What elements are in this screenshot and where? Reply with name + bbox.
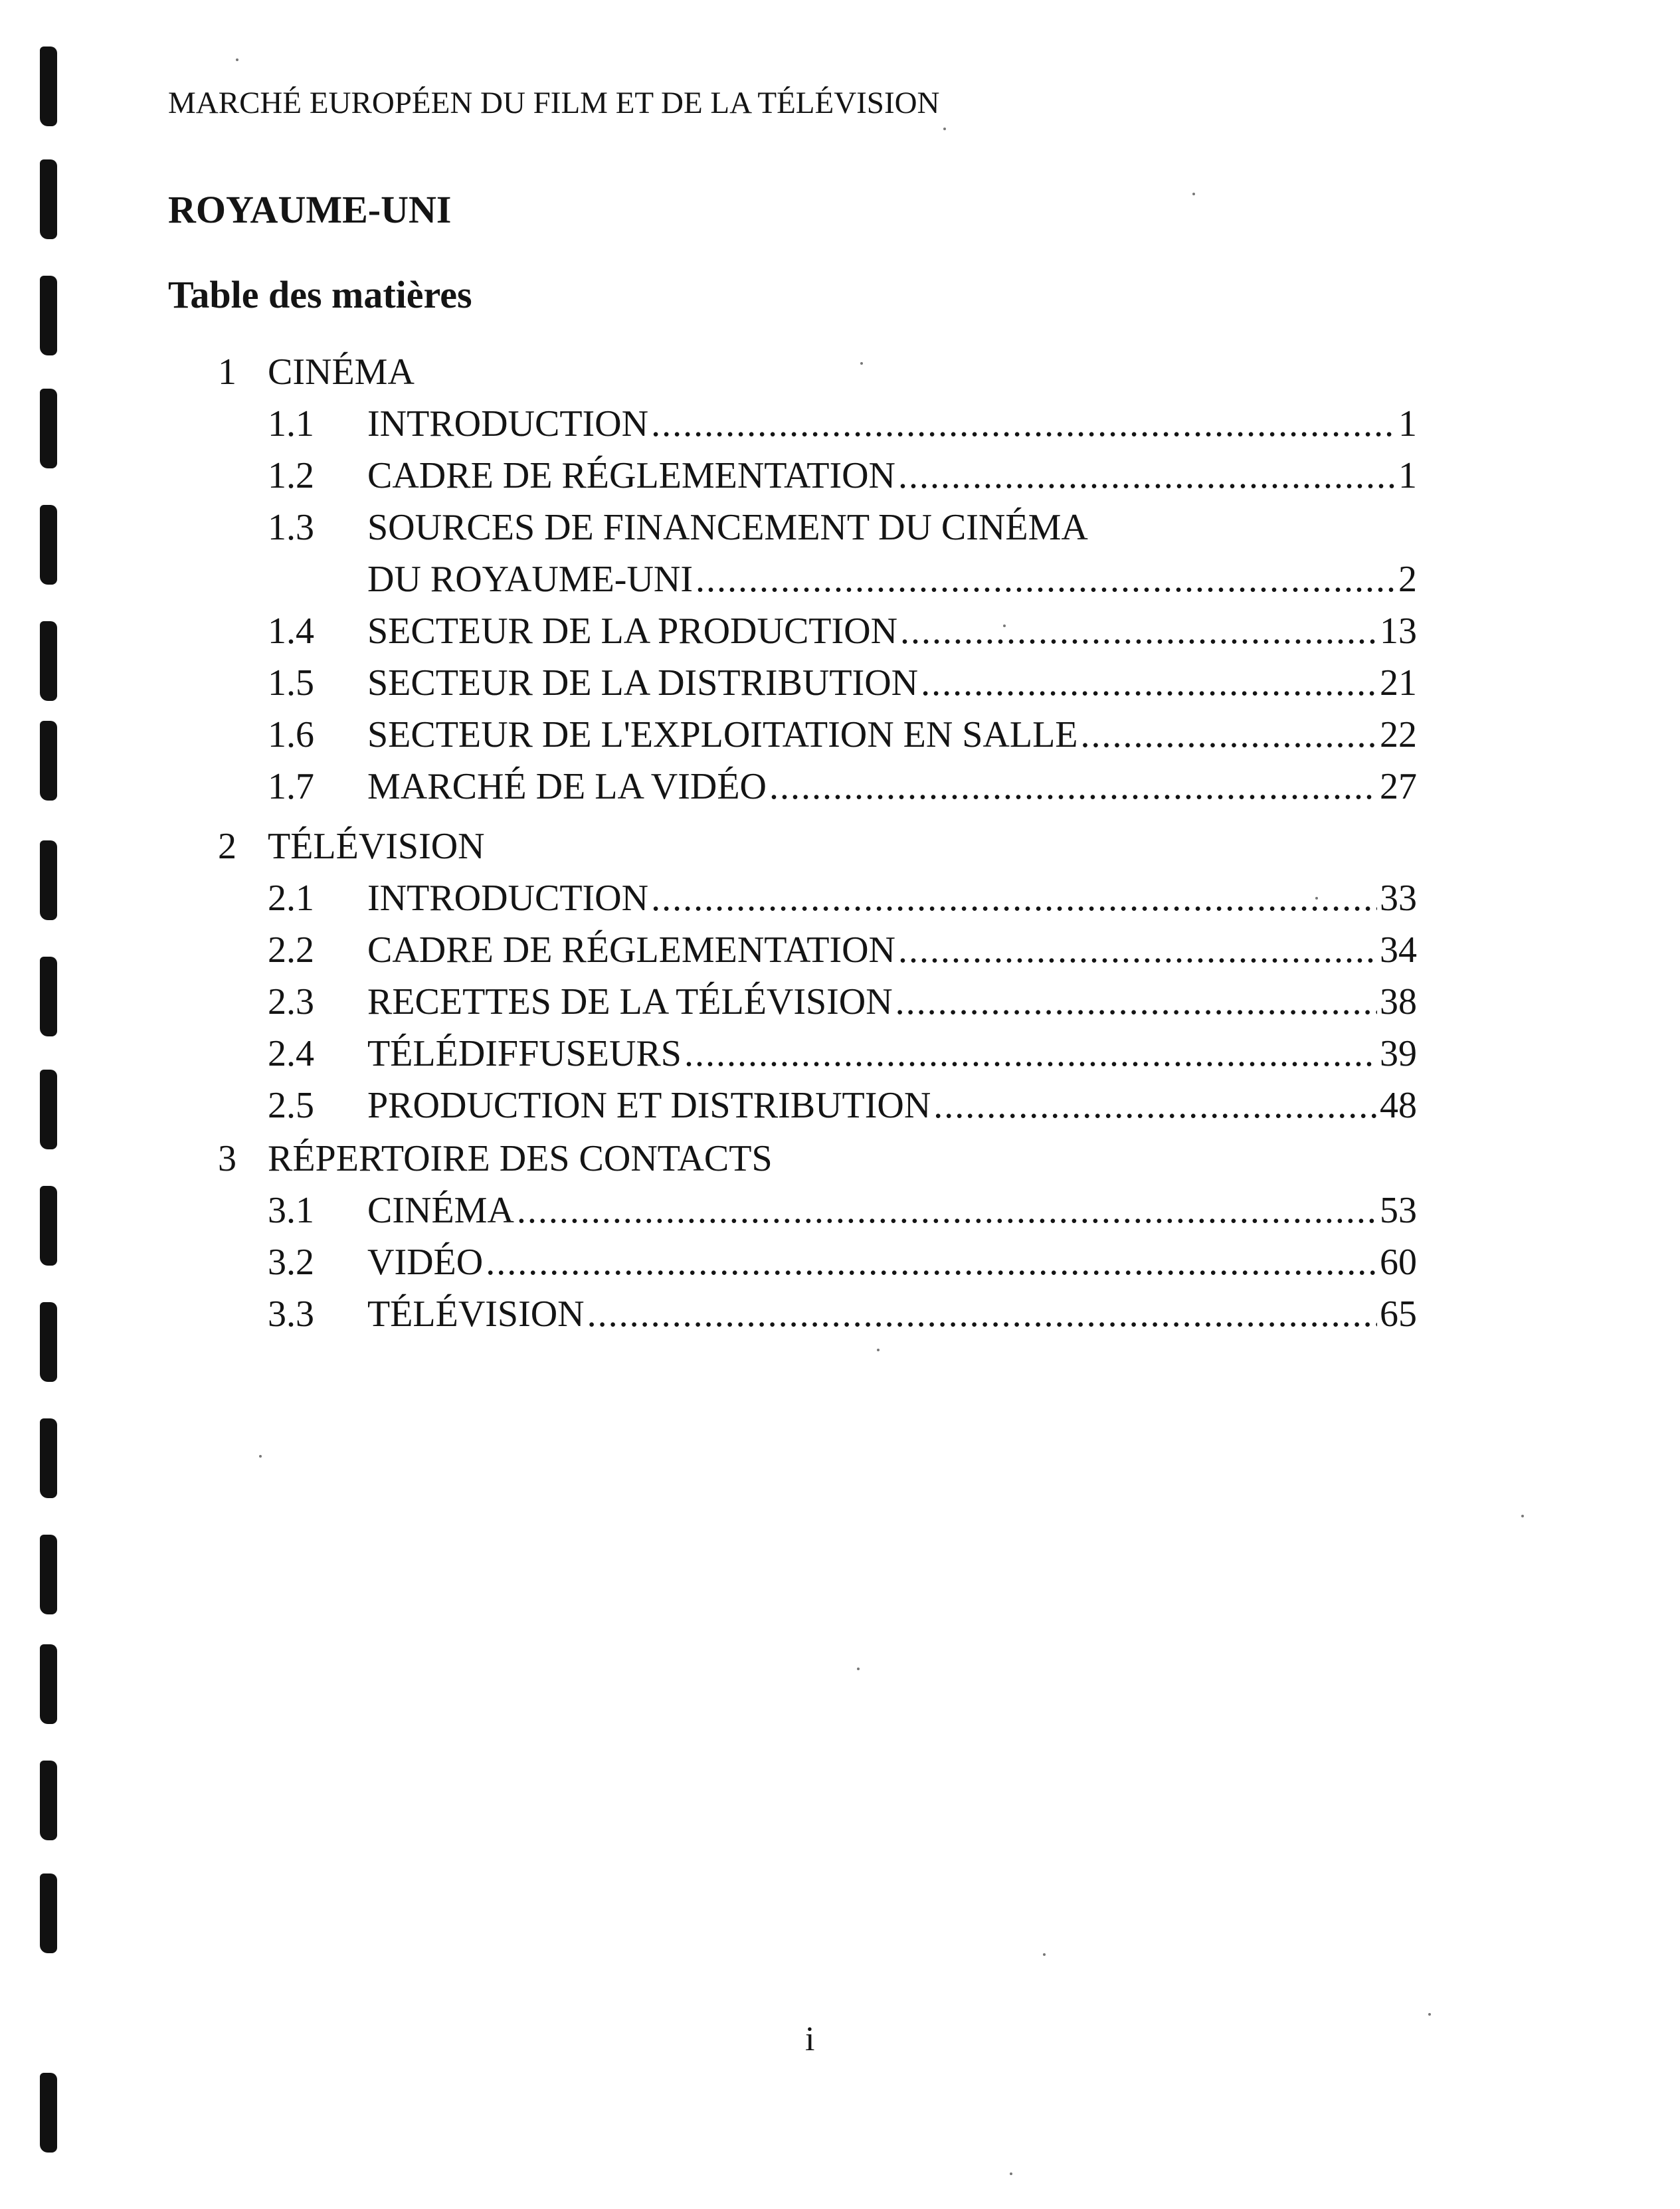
toc-entry[interactable] [268,765,1417,812]
toc-entry[interactable] [268,929,1417,975]
entry-title: DU ROYAUME-UNI [367,559,693,600]
entry-page: 13 [1380,611,1417,652]
entry-title: TÉLÉVISION [367,1294,585,1335]
entry-number: 1.6 [268,714,314,755]
country-title: ROYAUME-UNI [168,188,452,231]
entry-number: 1.2 [268,455,314,496]
entry-title: CADRE DE RÉGLEMENTATION [367,929,895,971]
entry-page: 39 [1380,1033,1417,1074]
entry-page: 21 [1380,662,1417,704]
entry-page: 38 [1380,981,1417,1022]
dot-leader [895,981,1377,1023]
entry-title: CINÉMA [367,1190,514,1231]
entry-number: 2.5 [268,1085,314,1126]
dot-leader [900,610,1377,652]
entry-number: 3.2 [268,1242,314,1283]
entry-title-line1: SOURCES DE FINANCEMENT DU CINÉMA [367,507,1088,548]
page-number: i [805,2020,815,2058]
section-title: CINÉMA [268,351,415,393]
entry-title: SECTEUR DE L'EXPLOITATION EN SALLE [367,714,1078,755]
entry-page: 1 [1398,455,1417,496]
entry-number: 1.4 [268,611,314,652]
entry-page: 34 [1380,929,1417,971]
entry-page: 48 [1380,1085,1417,1126]
dot-leader [651,877,1377,919]
entry-title: TÉLÉDIFFUSEURS [367,1033,682,1074]
dot-leader [486,1241,1377,1284]
dot-leader [587,1293,1377,1335]
entry-number: 2.3 [268,981,314,1022]
dot-leader [651,403,1396,445]
toc-entry-continuation[interactable] [268,558,1417,605]
toc-entry[interactable] [268,454,1417,501]
dot-leader [517,1189,1377,1232]
entry-title: VIDÉO [367,1242,484,1283]
dot-leader [898,454,1396,497]
toc-entry[interactable] [268,1293,1417,1339]
dot-leader [933,1084,1377,1127]
toc-entry[interactable] [268,1032,1417,1079]
toc-heading: Table des matières [168,273,472,316]
entry-title: CADRE DE RÉGLEMENTATION [367,455,895,496]
toc-section [218,1137,773,1180]
entry-number: 2.2 [268,929,314,971]
section-number: 1 [218,351,236,393]
entry-page: 2 [1398,559,1417,600]
dot-leader [769,765,1377,808]
toc-entry[interactable] [268,403,1417,449]
entry-number: 1.5 [268,662,314,704]
entry-title: PRODUCTION ET DISTRIBUTION [367,1085,931,1126]
dot-leader [898,929,1377,971]
running-header: MARCHÉ EUROPÉEN DU FILM ET DE LA TÉLÉVISION [168,86,940,120]
entry-page: 33 [1380,878,1417,919]
entry-number: 3.3 [268,1294,314,1335]
toc-entry[interactable] [268,714,1417,760]
toc-entry[interactable] [268,662,1417,708]
section-title: TÉLÉVISION [268,826,485,867]
entry-number: 1.7 [268,766,314,807]
entry-page: 60 [1380,1242,1417,1283]
toc-section [218,351,415,393]
toc-entry[interactable] [268,877,1417,923]
toc-entry[interactable] [268,506,1417,553]
entry-title: RECETTES DE LA TÉLÉVISION [367,981,893,1022]
entry-page: 22 [1380,714,1417,755]
dot-leader [921,662,1377,704]
entry-number: 2.4 [268,1033,314,1074]
toc-entry[interactable] [268,981,1417,1027]
entry-number: 1.1 [268,403,314,444]
entry-page: 53 [1380,1190,1417,1231]
dot-leader [684,1032,1377,1075]
entry-title: MARCHÉ DE LA VIDÉO [367,766,767,807]
entry-page: 1 [1398,403,1417,444]
section-number: 2 [218,826,236,867]
entry-number: 1.3 [268,507,314,548]
entry-number: 3.1 [268,1190,314,1231]
entry-title: INTRODUCTION [367,403,649,444]
toc-entry[interactable] [268,610,1417,656]
entry-page: 65 [1380,1294,1417,1335]
section-number: 3 [218,1138,236,1179]
section-title: RÉPERTOIRE DES CONTACTS [268,1138,773,1179]
toc-entry[interactable] [268,1189,1417,1236]
toc-entry[interactable] [268,1084,1417,1131]
dot-leader [696,558,1396,601]
entry-title: SECTEUR DE LA DISTRIBUTION [367,662,919,704]
entry-page: 27 [1380,766,1417,807]
dot-leader [1081,714,1378,756]
toc-entry[interactable] [268,1241,1417,1288]
toc-section [218,825,485,868]
entry-title: INTRODUCTION [367,878,649,919]
entry-title: SECTEUR DE LA PRODUCTION [367,611,898,652]
entry-number: 2.1 [268,878,314,919]
